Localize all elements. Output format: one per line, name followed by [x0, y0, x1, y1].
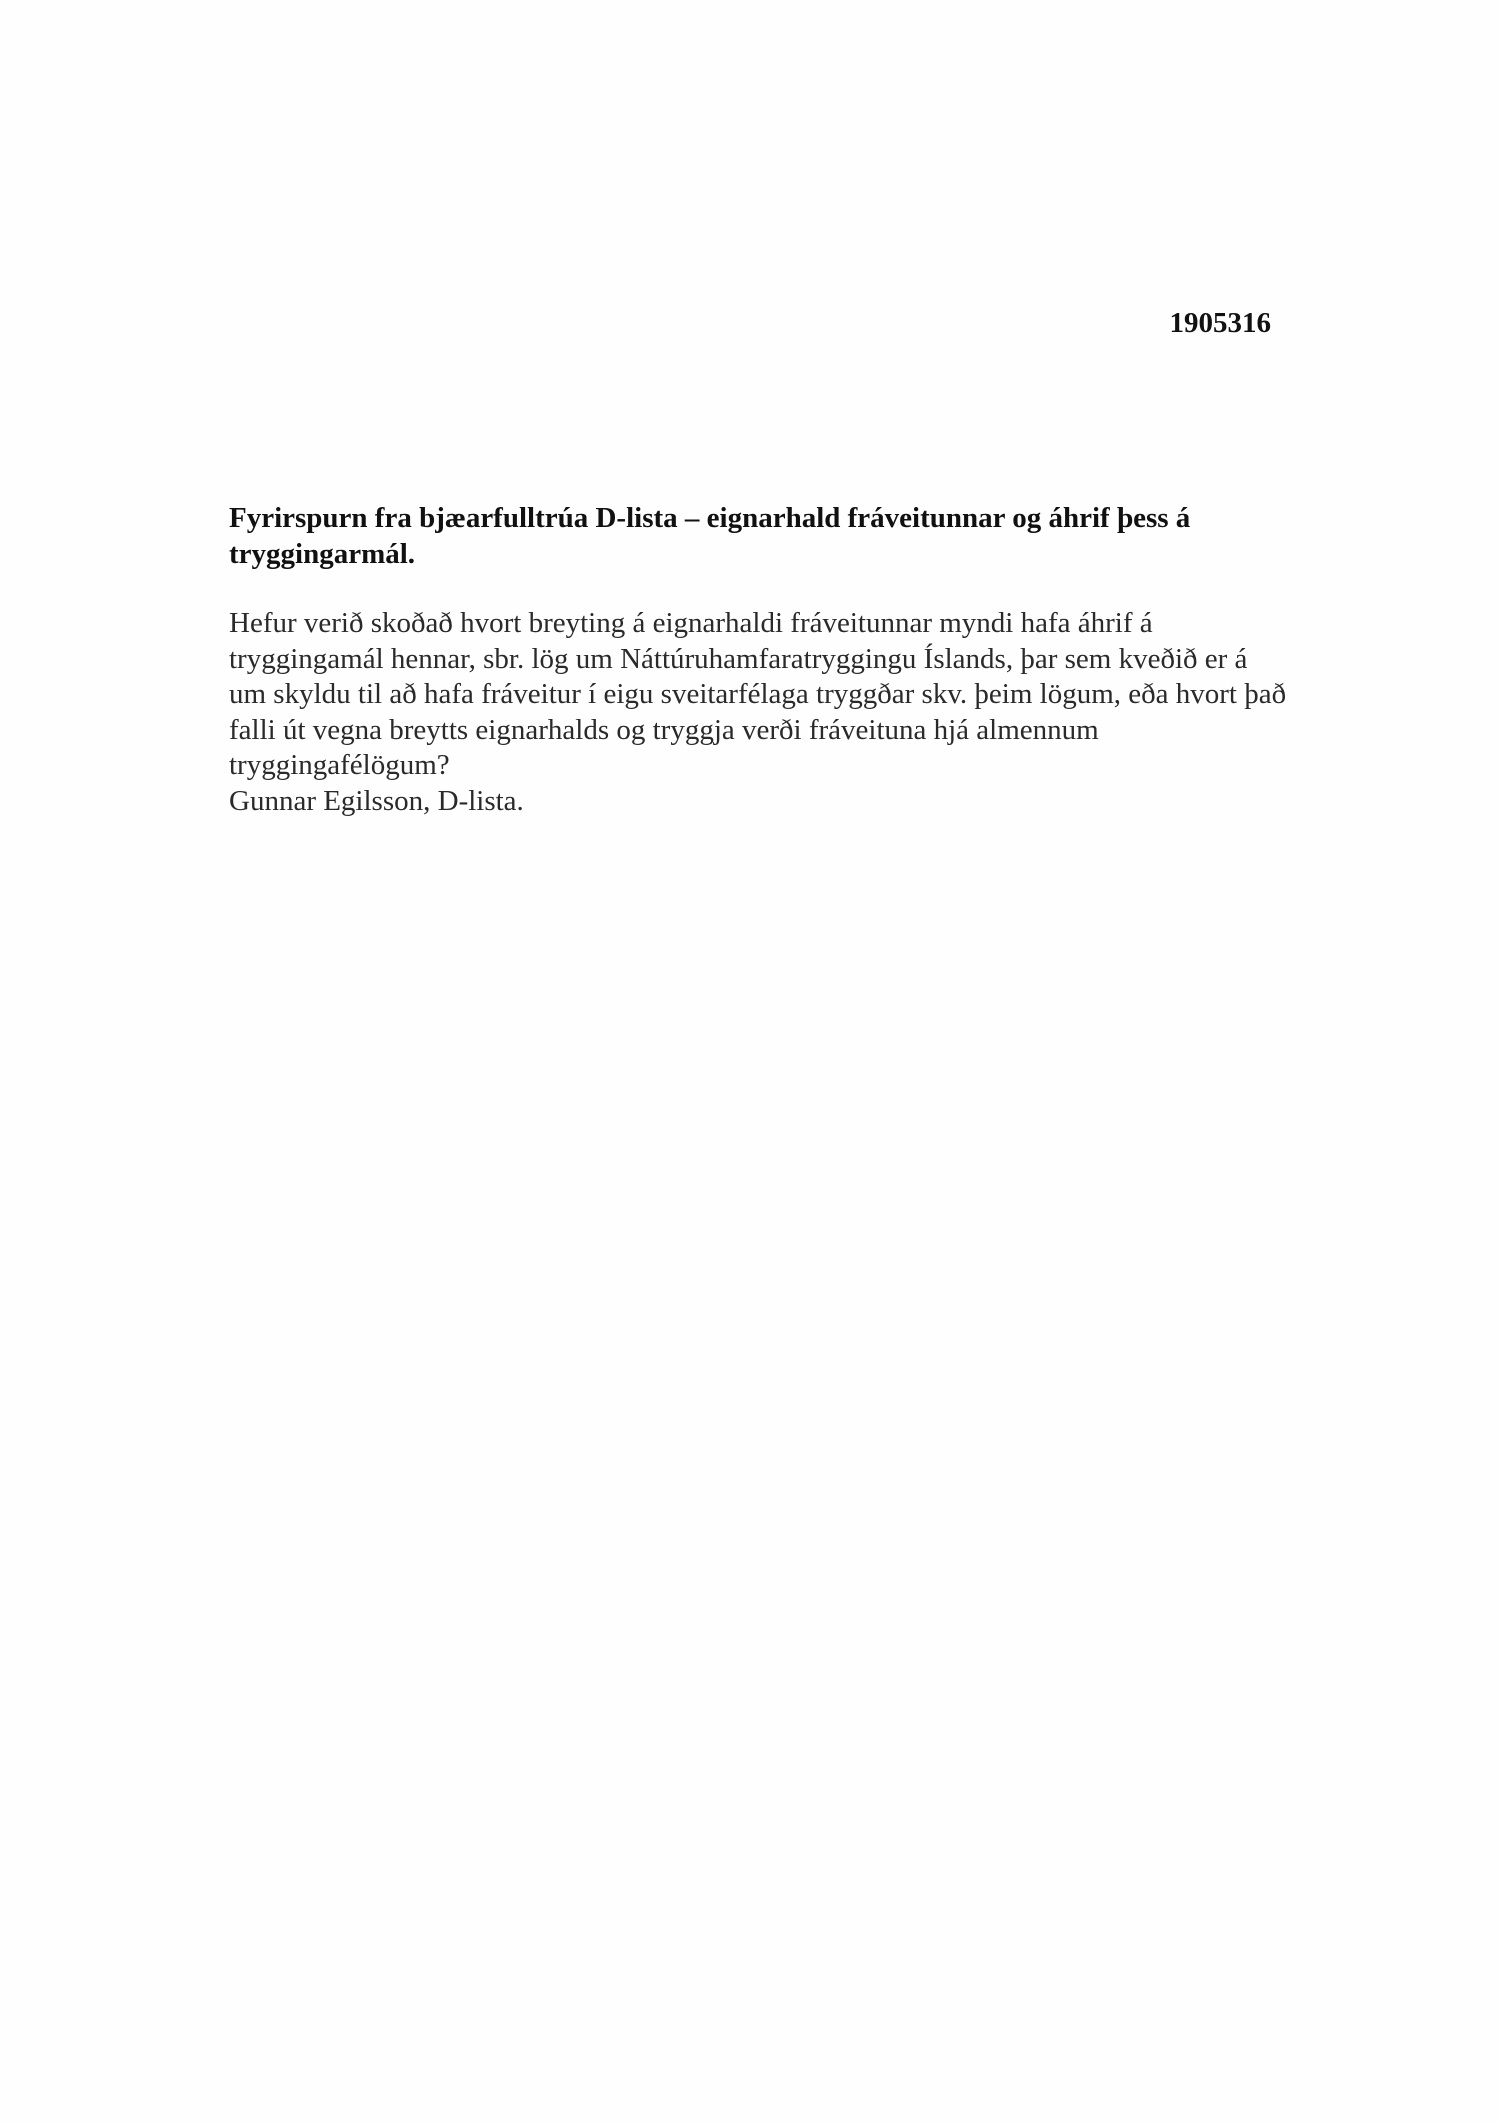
document-title: Fyrirspurn fra bjæarfulltrúa D-lista – eignarhald fráveitunnar og áhrif þess á tryggingarmál. [229, 502, 1191, 570]
case-number: 1905316 [1169, 307, 1271, 339]
document-body: Hefur verið skoðað hvort breyting á eignarhaldi fráveitunnar myndi hafa áhrif á tryggingamál hennar, sbr. lög um Náttúruhamfaratryggingu Íslands, þar sem kveðið er á um skyldu til að hafa fráveitur í eigu sveitarfélaga tryggðar skv. þeim lögum, eða hvort það falli út vegna breytts eignarhalds og tryggja verði fráveituna hjá almennum tryggingafélögum? [229, 607, 1287, 781]
signature: Gunnar Egilsson, D-lista. [229, 785, 524, 817]
